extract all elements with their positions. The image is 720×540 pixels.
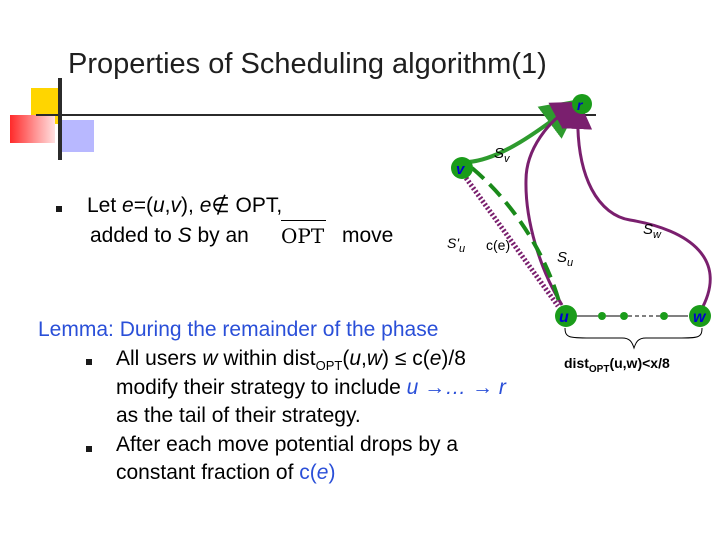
path-node [660,312,668,320]
node-v-label: v [456,161,465,178]
lemma-item2-line1: After each move potential drops by a [116,433,459,456]
edge-sv-green [468,106,572,162]
path-node [620,312,628,320]
node-w-label: w [693,309,706,326]
node-u-label: u [559,309,569,326]
lemma-heading: Lemma: During the remainder of the phase [38,318,439,341]
edge-sprime-hatched [466,178,558,306]
node-r-label: r [577,97,583,113]
label-sprime-u: $S'_u$ [447,235,466,255]
path-node [598,312,606,320]
label-ce: c(e) [486,237,511,253]
label-sw: $S_w$ [643,221,661,241]
lemma-item1-line1: All users w within dist$_{OPT}$(u,w) ≤ c(e)/8 [116,347,466,374]
bullet1-line1: Let e=(u,v), e∉ OPT, [87,194,283,217]
bullet1-move-word: move [342,224,394,247]
label-sv: $S_v$ [494,145,510,165]
dist-brace [565,328,702,348]
dist-label: dist$_{OPT}$(u,w)<x/8 [564,355,670,375]
lemma-item1-line3: as the tail of their strategy. [116,404,361,427]
opt-overlined-word: OPT [281,224,325,248]
slide-title: Properties of Scheduling algorithm(1) [68,48,547,80]
lemma-item2-line2: constant fraction of c(e) [116,461,336,484]
lemma-item1-line2: modify their strategy to include u →… → r [116,376,506,399]
label-su: $S_u$ [557,249,574,269]
bullet1-line2: added to S by an [90,224,249,247]
edge-sw-purple [578,108,710,312]
